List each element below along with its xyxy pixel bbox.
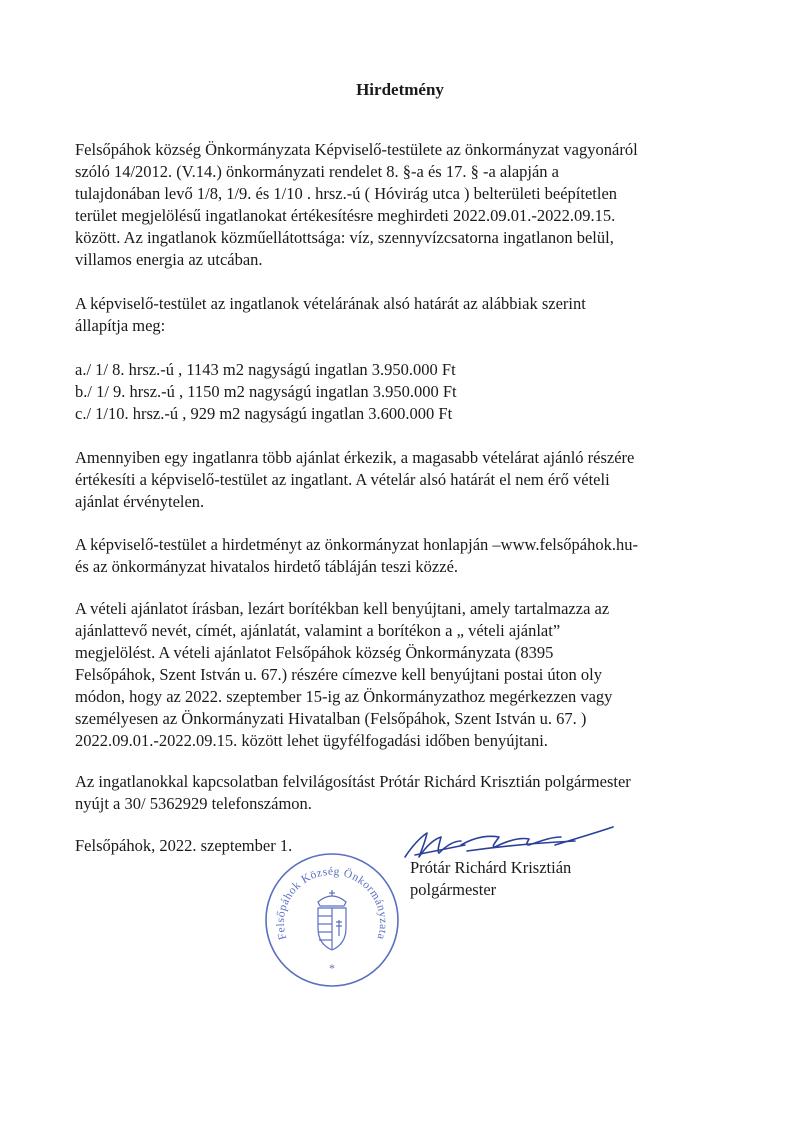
paragraph-multiple-offers: Amennyiben egy ingatlanra több ajánlat érkezik, a magasabb vételárat ajánló részére értékesíti a képviselő-testület az ingatlant. A vételár alsó határát el nem érő vételi ajánlat érvénytelen. — [75, 448, 635, 511]
official-stamp-icon — [262, 850, 402, 990]
place-date: Felsőpáhok, 2022. szeptember 1. — [75, 836, 293, 855]
signer-title: polgármester — [410, 880, 497, 899]
paragraph-publication: A képviselő-testület a hirdetményt az önkormányzat honlapján –www.felsőpáhok.hu- és az önkormányzat hivatalos hirdető tábláján teszi közzé. — [75, 535, 638, 576]
paragraph-submission: A vételi ajánlatot írásban, lezárt borítékban kell benyújtani, amely tartalmazza az ajánlattevő nevét, címét, ajánlatát, valamint a borítékon a „ vételi ajánlat” megjelölést. A vételi ajánlatot Felsőpáhok község Önkormányzata (8395 Felsőpáhok, Szent István u. 67.) részére címezve kell benyújtani postai úton oly módon, hogy az 2022. szeptember 15-ig az Önkormányzathoz megérkezzen vagy személyesen az Önkormányzati Hivatalban (Felsőpáhok, Szent István u. 67. ) 2022.09.01.-2022.09.15. között lehet ügyfélfogadási időben benyújtani. — [75, 599, 613, 750]
signer-block — [410, 857, 571, 901]
page-title: Hirdetmény — [356, 80, 444, 99]
paragraph-contact: Az ingatlanokkal kapcsolatban felvilágosítást Prótár Richárd Krisztián polgármester nyújt a 30/ 5362929 telefonszámon. — [75, 772, 631, 813]
paragraph-price-intro: A képviselő-testület az ingatlanok vételárának alsó határát az alábbiak szerint állapítja meg: — [75, 294, 586, 335]
signer-name: Prótár Richárd Krisztián — [410, 858, 572, 877]
stamp-text: Felsőpáhok Község Önkormányzata — [274, 865, 390, 942]
stamp-star: * — [329, 961, 335, 975]
paragraph-announcement: Felsőpáhok község Önkormányzata Képviselő-testülete az önkormányzat vagyonáról szóló 14/2012. (V.14.) önkormányzati rendelet 8. §-a és 17. § -a alapján a tulajdonában levő 1/8, 1/9. és 1/10 . hrsz.-ú ( Hóvirág utca ) belterületi beépítetlen terület megjelölésű ingatlanokat értékesítésre meghirdeti 2022.09.01.-2022.09.15. között. Az ingatlanok közműellátottsága: víz, szennyvízcsatorna ingatlanon belül, villamos energia az utcában. — [75, 140, 638, 269]
coat-of-arms-icon — [318, 890, 346, 950]
paragraph-price-list: a./ 1/ 8. hrsz.-ú , 1143 m2 nagyságú ingatlan 3.950.000 Ft b./ 1/ 9. hrsz.-ú , 1150 m2 nagyságú ingatlan 3.950.000 Ft c./ 1/10. hrsz.-ú , 929 m2 nagyságú ingatlan 3.600.000 Ft — [75, 360, 457, 423]
